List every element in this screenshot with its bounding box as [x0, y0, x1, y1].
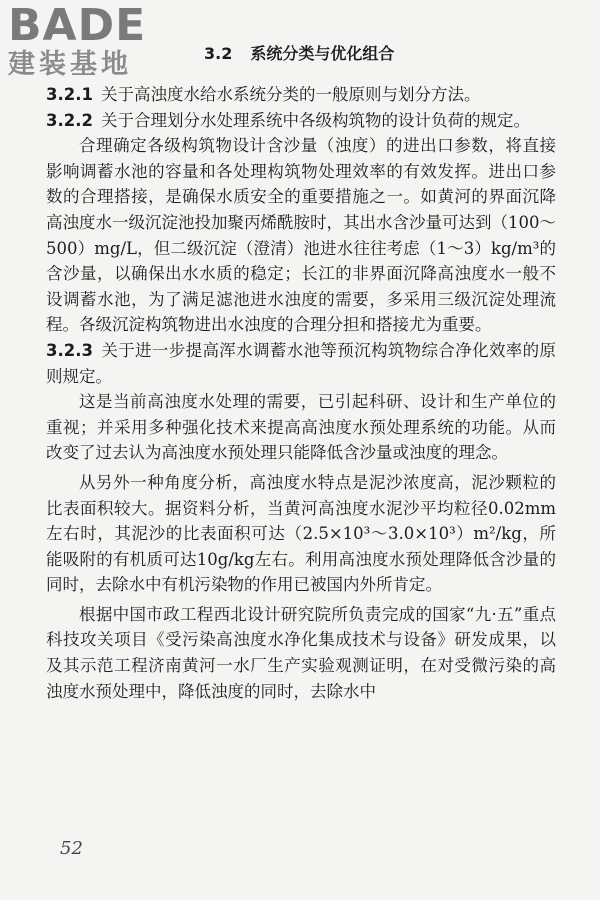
clause-text: 关于高浊度水给水系统分类的一般原则与划分方法。: [100, 85, 481, 104]
section-title-text: 系统分类与优化组合: [250, 44, 395, 63]
clause-3-2-2: [46, 108, 556, 134]
clause-3-2-3: [46, 338, 556, 389]
clause-number: 3.2.2: [46, 110, 93, 130]
logo-subtitle: 建装基地: [8, 49, 132, 80]
clause-3-2-1: [46, 82, 556, 108]
page-number: 52: [60, 838, 83, 859]
clause-text: 关于进一步提高浑水调蓄水池等预沉构筑物综合净化效率的原则规定。: [46, 340, 556, 386]
body-paragraph: 从另外一种角度分析，高浊度水特点是泥沙浓度高，泥沙颗粒的比表面积较大。据资料分析，当黄河高浊度水泥沙平均粒径0.02mm左右时，其泥沙的比表面积可达（2.5×10³～3.0×10³）m²/kg，所能吸附的有机质可达10g/kg左右。利用高浊度水预处理降低含沙量的同时，去除水中有机污染物的作用已被国内外所肯定。: [46, 472, 556, 595]
clause-number: 3.2.1: [46, 85, 93, 104]
clause-number: 3.2.3: [46, 340, 93, 360]
section-number: 3.2: [204, 44, 233, 63]
page-body: [46, 82, 556, 704]
logo-wordmark: BADE: [8, 0, 147, 51]
body-paragraph: 合理确定各级构筑物设计含沙量（浊度）的进出口参数，将直接影响调蓄水池的容量和各处理构筑物处理效率的有效发挥。进出口参数的合理搭接，是确保水质安全的重要措施之一。如黄河的界面沉降高浊度水一级沉淀池投加聚丙烯酰胺时，其出水含沙量可达到（100～500）mg/L，但二级沉淀（澄清）池进水往往考虑（1～3）kg/m³的含沙量，以确保出水水质的稳定；长江的非界面沉降高浊度水一般不设调蓄水池，为了满足滤池进水浊度的需要，多采用三级沉淀处理流程。各级沉淀构筑物进出水浊度的合理分担和搭接尤为重要。: [46, 136, 556, 335]
body-paragraph: 根据中国市政工程西北设计研究院所负责完成的国家“九·五”重点科技攻关项目《受污染高浊度水净化集成技术与设备》研发成果，以及其示范工程济南黄河一水厂生产实验观测证明，在对受微污染的高浊度水预处理中，降低浊度的同时，去除水中: [46, 604, 556, 701]
bade-logo: [8, 0, 176, 88]
clause-text: 关于合理划分水处理系统中各级构筑物的设计负荷的规定。: [100, 110, 530, 130]
body-paragraph: 这是当前高浊度水处理的需要，已引起科研、设计和生产单位的重视；并采用多种强化技术来提高高浊度水预处理系统的功能。从而改变了过去认为高浊度水预处理只能降低含沙量或浊度的理念。: [46, 392, 556, 463]
section-heading: [204, 42, 394, 66]
